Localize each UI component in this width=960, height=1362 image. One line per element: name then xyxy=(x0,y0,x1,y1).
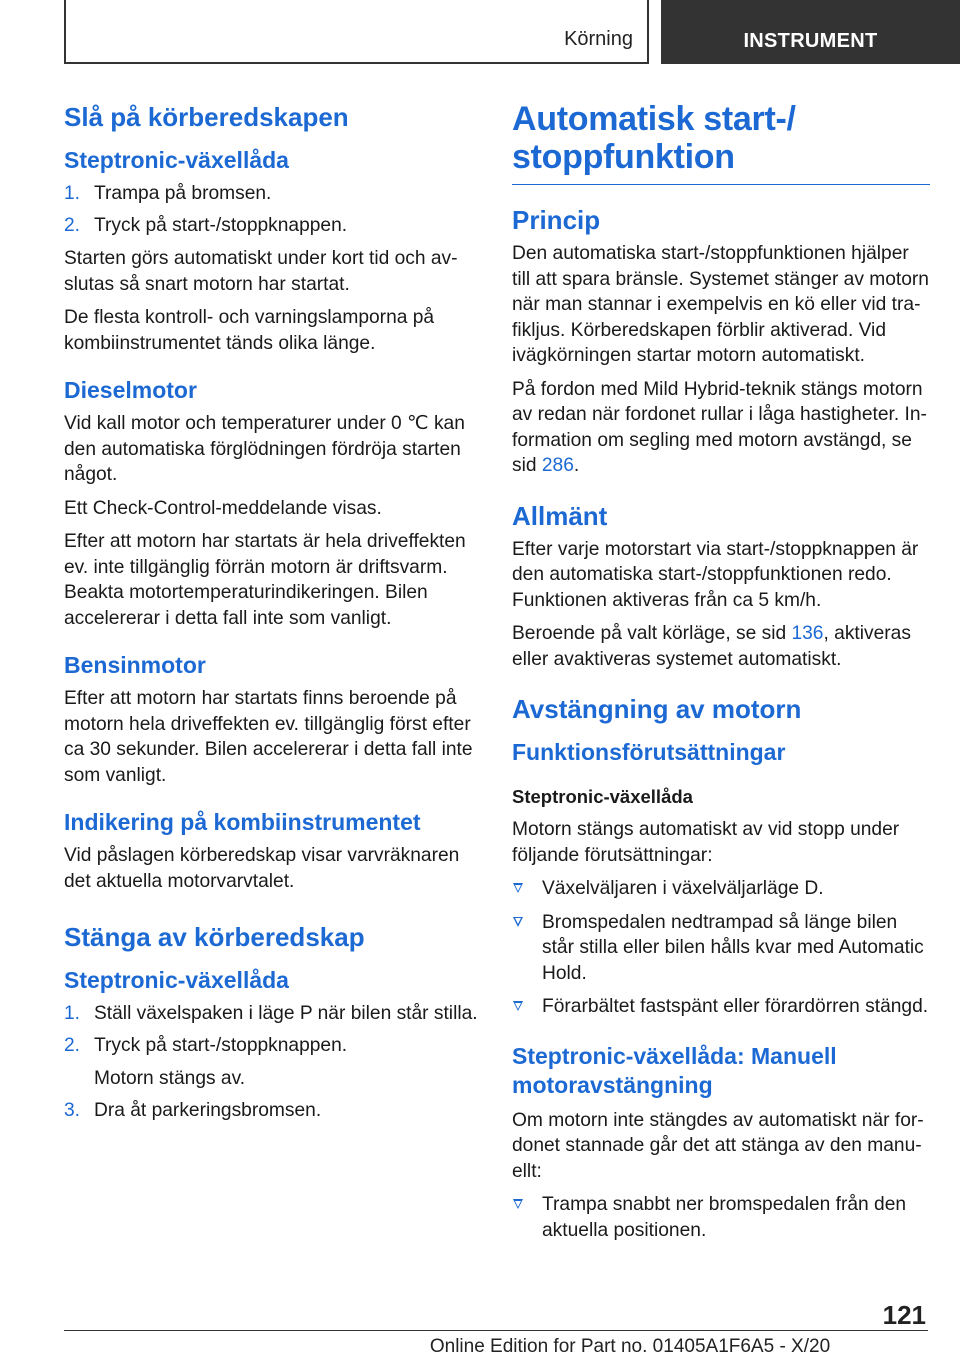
heading-bensinmotor: Bensinmotor xyxy=(64,652,206,678)
paragraph: De flesta kontroll- och varningslamporna på kombiinstrumentet tänds olika länge. xyxy=(64,307,435,354)
list-item: Bromspedalen nedtrampad så länge bilen står stilla eller bilen hålls kvar med Automatic Hold. xyxy=(512,910,930,987)
paragraph: Beroende på valt körläge, se sid 136, aktiveras eller avaktiveras systemet automatiskt. xyxy=(512,623,911,670)
heading-steptronic-2: Steptronic-växellåda xyxy=(64,967,289,993)
paragraph: Vid påslagen körberedskap visar varvräknaren det aktuella motorvarvtalet. xyxy=(64,845,460,892)
triangle-bullet-icon xyxy=(513,1199,523,1209)
chapter-label: Körning xyxy=(564,28,633,50)
step-item: 3. Dra åt parkeringsbromsen. xyxy=(64,1099,322,1121)
steps-list-1 xyxy=(64,181,480,238)
step-item: 1. Ställ växelspaken i läge P när bilen står stilla. xyxy=(64,1003,478,1024)
left-column xyxy=(64,100,480,1131)
paragraph: Motorn stängs automatiskt av vid stopp under följande förutsättningar: xyxy=(512,819,900,866)
paragraph: Den automatiska start-/stoppfunktionen hjälper till att spara bränsle. Systemet stänger av motorn när man stannar i exempelvis en kö eller vid trafikljus. Körberedskapen förblir aktiverad. Vid ivägkörningen startar motorn automatiskt. xyxy=(512,243,929,366)
heading-avstangning: Avstängning av motorn xyxy=(512,694,802,724)
section-tab: INSTRUMENT xyxy=(661,0,960,64)
heading-dieselmotor: Dieselmotor xyxy=(64,377,197,403)
steps-list-2 xyxy=(64,1001,480,1123)
subheading-steptronic: Steptronic-växellåda xyxy=(512,786,693,807)
heading-funktionsforutsattningar: Funktionsförutsättningar xyxy=(512,739,786,765)
step-item: 1. Trampa på bromsen. xyxy=(64,183,272,204)
step-item: 2. Tryck på start-/stoppknappen. Motorn stängs av. xyxy=(64,1033,480,1092)
heading-sla-pa: Slå på körberedskapen xyxy=(64,102,349,132)
manual-steps-list xyxy=(512,1192,930,1243)
list-item: Förarbältet fastspänt eller förardörren stängd. xyxy=(512,994,930,1020)
heading-automatisk-start-stopp: Automatisk start-/ stoppfunktion xyxy=(512,100,930,185)
conditions-list xyxy=(512,876,930,1020)
triangle-bullet-icon xyxy=(513,883,523,893)
step-subtext: Motorn stängs av. xyxy=(94,1068,246,1089)
step-item: 2. Tryck på start-/stoppknappen. xyxy=(64,214,348,236)
paragraph: Ett Check-Control-meddelande visas. xyxy=(64,497,382,519)
right-column xyxy=(512,100,930,1253)
paragraph: Efter att motorn har startats finns beroende på motorn hela driveffekten ev. tillgänglig först efter ca 30 sekunder. Bilen accelererar i detta fall inte som vanligt. xyxy=(64,688,473,786)
footer-edition: Online Edition for Part no. 01405A1F6A5 - X/20 xyxy=(429,1336,831,1357)
list-item: Växelväljaren i växelväljarläge D. xyxy=(512,876,930,902)
heading-princip: Princip xyxy=(512,205,601,235)
footer-divider xyxy=(64,1330,928,1331)
paragraph: Om motorn inte stängdes av automatiskt när fordonet stannade går det att stänga av den manuellt: xyxy=(512,1109,924,1182)
heading-steptronic-1: Steptronic-växellåda xyxy=(64,147,289,173)
paragraph: Vid kall motor och temperaturer under 0 ℃ kan den automatiska förglödningen fördröja starten något. xyxy=(64,413,465,485)
list-item: Trampa snabbt ner bromspedalen från den aktuella positionen. xyxy=(512,1192,930,1243)
triangle-bullet-icon xyxy=(513,917,523,927)
heading-allmant: Allmänt xyxy=(512,500,608,531)
page-link-286[interactable]: 286 xyxy=(541,455,574,476)
paragraph: Starten görs automatiskt under kort tid och avslutas så snart motorn har startat. xyxy=(64,248,458,295)
paragraph: Efter varje motorstart via start-/stoppknappen är den automatiska start-/stoppfunktionen redo. Funktionen aktiveras från ca 5 km/h. xyxy=(512,538,919,611)
page-number: 121 xyxy=(882,1300,926,1330)
page-link-136[interactable]: 136 xyxy=(791,623,824,644)
triangle-bullet-icon xyxy=(513,1001,523,1011)
heading-stanga-av: Stänga av körberedskap xyxy=(64,922,365,952)
header-chapter-box xyxy=(64,0,649,64)
heading-indikering: Indikering på kombiinstrumentet xyxy=(64,809,421,835)
heading-manuell-motoravstangning: Steptronic-växellåda: Manuell motoravstängning xyxy=(512,1042,837,1098)
paragraph: På fordon med Mild Hybrid-teknik stängs motorn av redan när fordonet rullar i låga hastigheter. Information om segling med motorn avstängd, se sid 286. xyxy=(512,378,927,476)
paragraph: Efter att motorn har startats är hela driveffekten ev. inte tillgänglig förrän motorn är driftsvarm. Beakta motortemperaturindikeringen. Bilen accelererar i detta fall inte som vanligt. xyxy=(64,531,466,629)
